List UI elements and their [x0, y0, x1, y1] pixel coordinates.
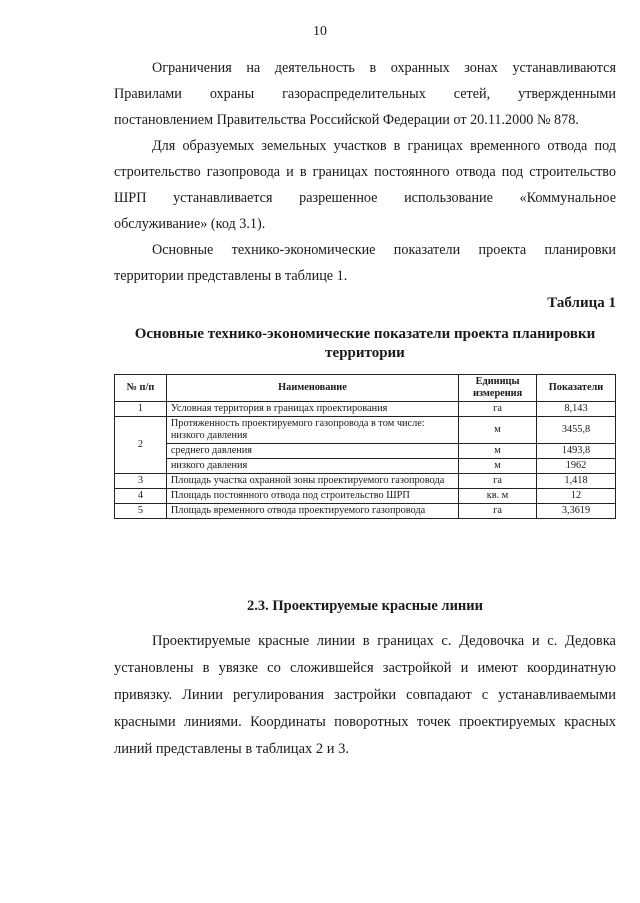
cell-unit: га [459, 504, 537, 519]
cell-num: 2 [115, 417, 167, 474]
header-name: Наименование [166, 375, 458, 402]
cell-value: 3455,8 [537, 417, 616, 444]
header-value: Показатели [537, 375, 616, 402]
cell-value: 12 [537, 489, 616, 504]
intro-text [114, 55, 616, 289]
cell-unit: м [459, 444, 537, 459]
cell-unit: га [459, 402, 537, 417]
cell-value: 3,3619 [537, 504, 616, 519]
table-title: Основные технико-экономические показатели проекта планировки территории [134, 326, 596, 361]
table-row [115, 444, 616, 459]
section-body [114, 628, 616, 763]
cell-name: Протяженность проектируемого газопровода в том числе: низкого давления [166, 417, 458, 444]
page-number: 10 [313, 24, 327, 39]
paragraph-red-lines: Проектируемые красные линии в границах с. Дедовочка и с. Дедовка установлены в увязке со сложившейся застройкой и имеют координатную привязку. Линии регулирования застройки совпадают с устанавливаемыми красными линиями. Координаты поворотных точек проектируемых красных линий представлены в таблицах 2 и 3. [114, 633, 616, 757]
header-num: № п/п [115, 375, 167, 402]
cell-name: Площадь постоянного отвода под строительство ШРП [166, 489, 458, 504]
cell-num: 5 [115, 504, 167, 519]
table-header-row [115, 375, 616, 402]
cell-num: 1 [115, 402, 167, 417]
table-row [115, 504, 616, 519]
paragraph-land-use: Для образуемых земельных участков в границах временного отвода под строительство газопровода и в границах постоянного отвода под строительство ШРП устанавливается разрешенное использование «Коммунальное обслуживание» (код 3.1). [114, 138, 616, 232]
table-row [115, 474, 616, 489]
cell-value: 8,143 [537, 402, 616, 417]
paragraph-restrictions: Ограничения на деятельность в охранных зонах устанавливаются Правилами охраны газораспределительных сетей, утвержденными постановлением Правительства Российской Федерации от 20.11.2000 № 878. [114, 60, 616, 128]
cell-name: Площадь участка охранной зоны проектируемого газопровода [166, 474, 458, 489]
section-title: 2.3. Проектируемые красные линии [246, 598, 483, 614]
table-row [115, 402, 616, 417]
cell-name: низкого давления [166, 459, 458, 474]
cell-value: 1962 [537, 459, 616, 474]
cell-unit: м [459, 417, 537, 444]
paragraph-table-ref: Основные технико-экономические показатели проекта планировки территории представлены в таблице 1. [114, 242, 616, 284]
indicators-table [114, 374, 616, 519]
cell-name: Площадь временного отвода проектируемого газопровода [166, 504, 458, 519]
cell-unit: кв. м [459, 489, 537, 504]
table-row [115, 459, 616, 474]
cell-unit: га [459, 474, 537, 489]
table-row [115, 489, 616, 504]
cell-num: 3 [115, 474, 167, 489]
cell-name: среднего давления [166, 444, 458, 459]
cell-value: 1,418 [537, 474, 616, 489]
cell-value: 1493,8 [537, 444, 616, 459]
table-label: Таблица 1 [547, 295, 616, 311]
header-unit: Единицы измерения [459, 375, 537, 402]
cell-num: 4 [115, 489, 167, 504]
cell-name: Условная территория в границах проектирования [166, 402, 458, 417]
table-row [115, 417, 616, 444]
cell-unit: м [459, 459, 537, 474]
